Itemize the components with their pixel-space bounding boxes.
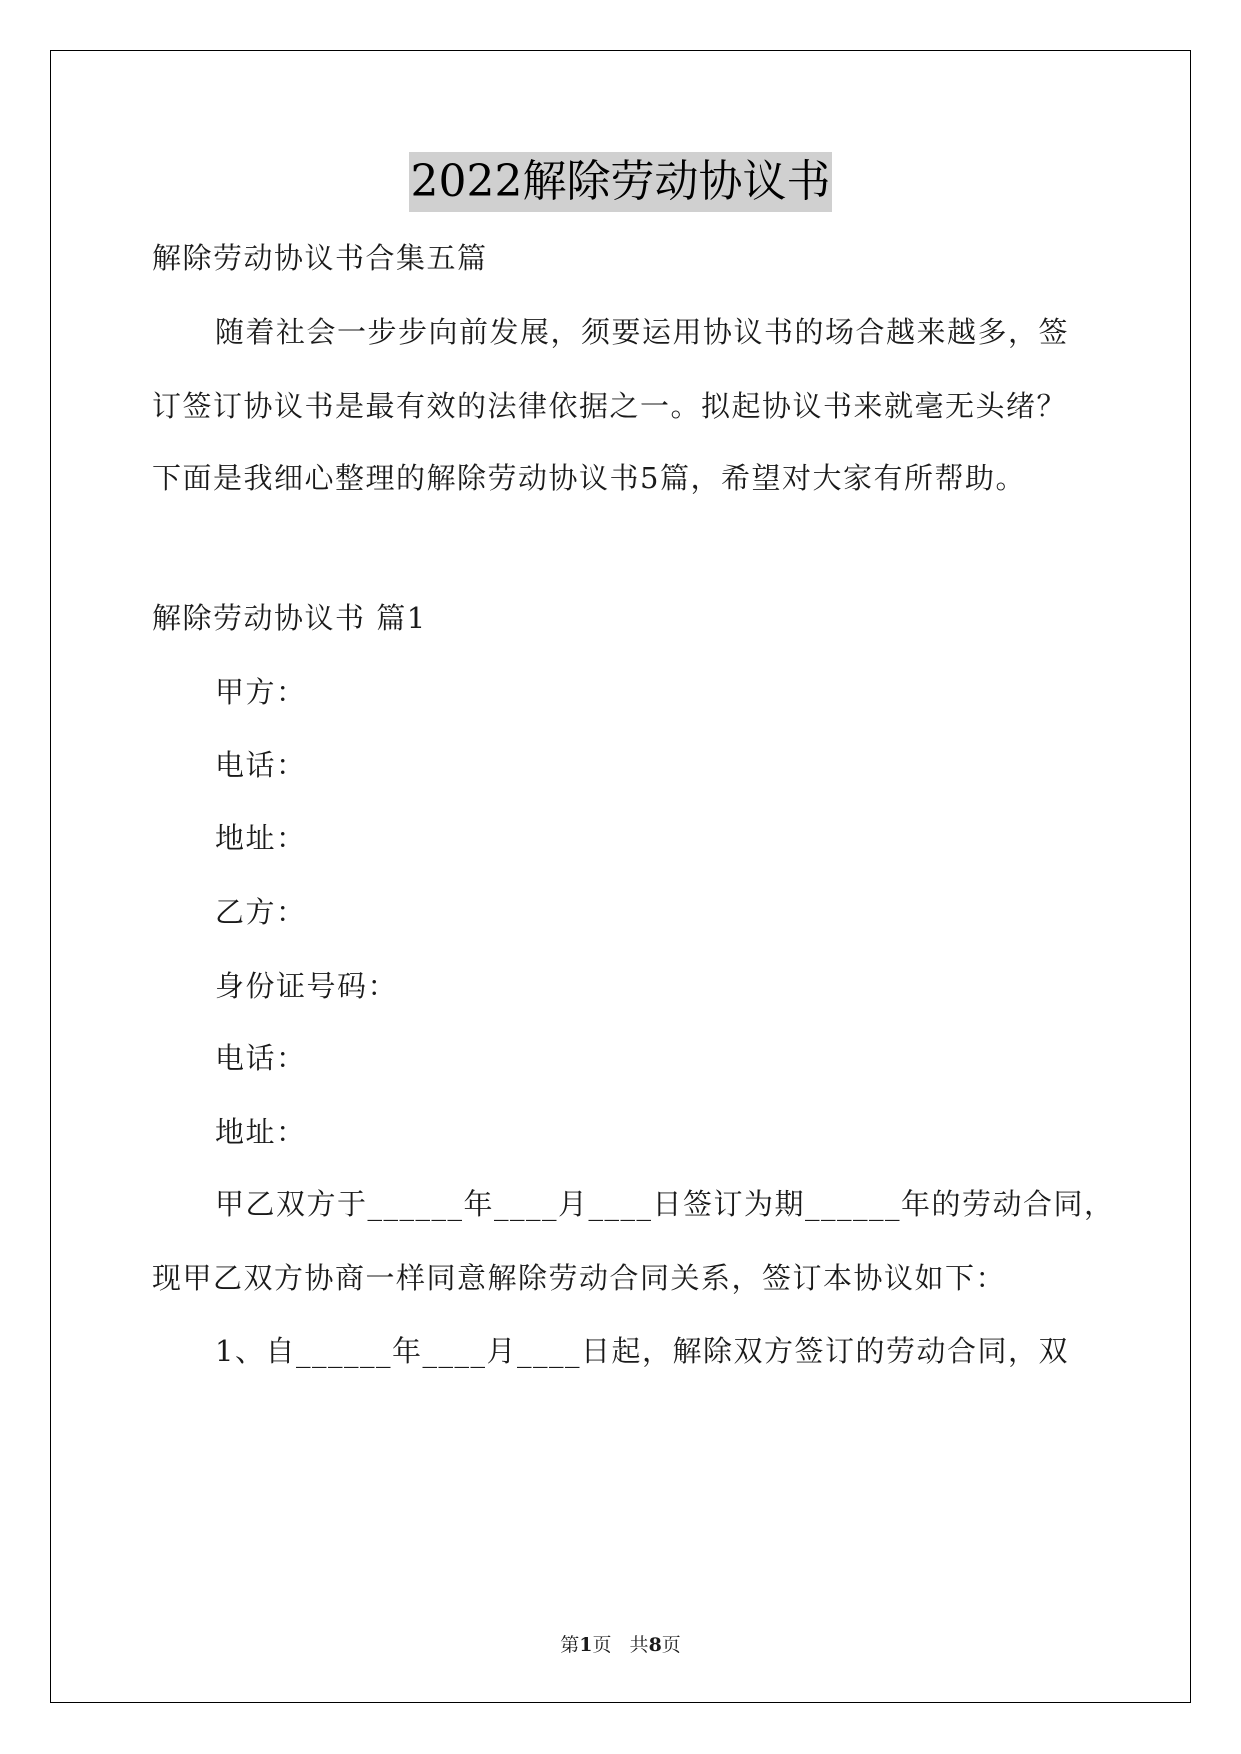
footer-total-pages: 8 bbox=[648, 1634, 662, 1656]
body-line-1: 甲乙双方于______年____月____日签订为期______年的劳动合同， bbox=[215, 1187, 1115, 1221]
footer-suffix: 页 bbox=[661, 1634, 681, 1656]
page-border bbox=[50, 50, 1191, 1703]
body-line-3: 1、自______年____月____日起，解除双方签订的劳动合同，双 bbox=[215, 1334, 1069, 1368]
footer-page-number: 1 bbox=[579, 1634, 593, 1656]
document-title: 2022解除劳动协议书 bbox=[409, 152, 833, 212]
document-subtitle: 解除劳动协议书合集五篇 bbox=[152, 241, 488, 275]
section-heading: 解除劳动协议书 篇1 bbox=[152, 601, 427, 635]
intro-line-1: 随着社会一步步向前发展，须要运用协议书的场合越来越多，签 bbox=[215, 315, 1070, 349]
body-line-2: 现甲乙双方协商一样同意解除劳动合同关系，签订本协议如下： bbox=[152, 1261, 1007, 1295]
footer-prefix: 第 bbox=[560, 1634, 580, 1656]
field-party-b: 乙方： bbox=[215, 895, 307, 929]
intro-line-3: 下面是我细心整理的解除劳动协议书5篇，希望对大家有所帮助。 bbox=[152, 461, 1026, 495]
page-footer bbox=[0, 1632, 1241, 1658]
field-party-a: 甲方： bbox=[215, 675, 307, 709]
intro-line-2: 订签订协议书是最有效的法律依据之一。拟起协议书来就毫无头绪？ bbox=[152, 389, 1068, 423]
field-address-a: 地址： bbox=[215, 821, 307, 855]
field-address-b: 地址： bbox=[215, 1115, 307, 1149]
field-id-number: 身份证号码： bbox=[215, 969, 399, 1003]
footer-middle: 页 共 bbox=[592, 1634, 649, 1656]
title-wrap bbox=[0, 152, 1241, 212]
field-phone-b: 电话： bbox=[215, 1041, 307, 1075]
field-phone-a: 电话： bbox=[215, 748, 307, 782]
